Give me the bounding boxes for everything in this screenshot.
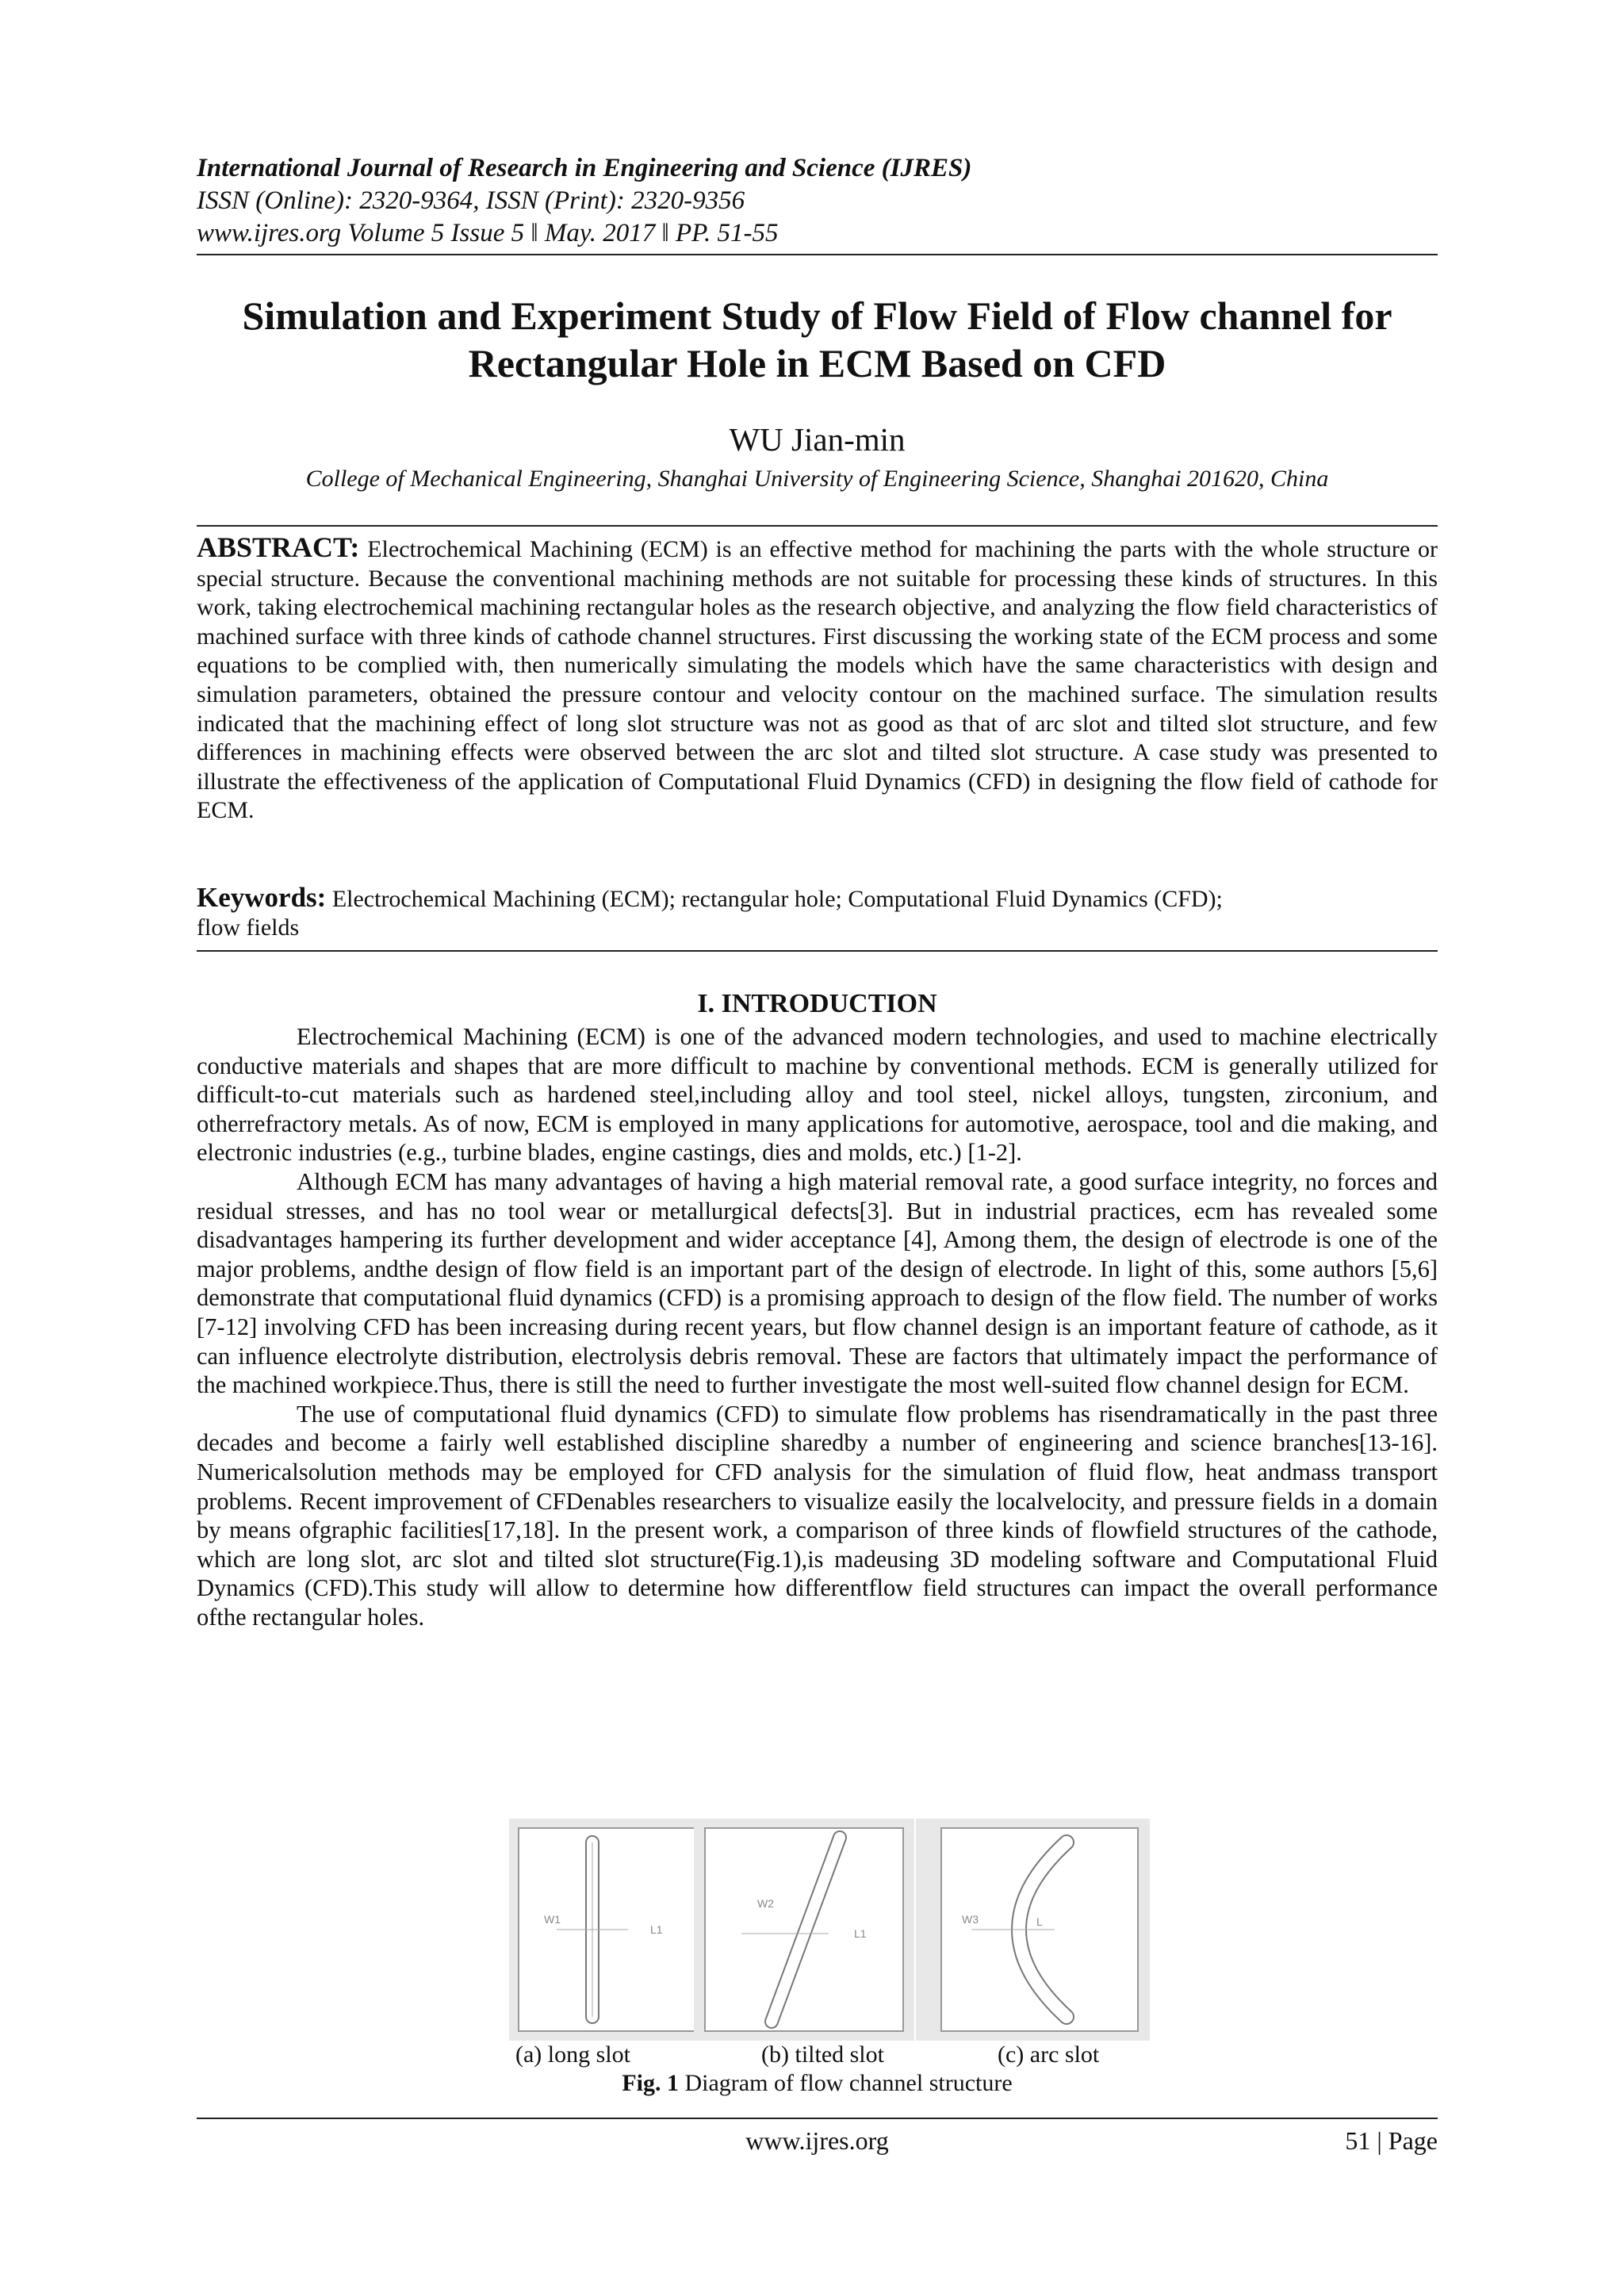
figure-panel-tilted-slot <box>694 1819 914 2041</box>
footer-page-number: 51 | Page <box>1345 2126 1438 2155</box>
abstract-text: Electrochemical Machining (ECM) is an effective method for machining the parts with the whole structure or special structure. Because the conventional machining methods are not suitable for processing these kinds of structures. In this work, taking electrochemical machining rectangular holes as the research objective, and analyzing the flow field characteristics of machined surface with three kinds of cathode channel structures. First discussing the working state of the ECM process and some equations to be complied with, then numerically simulating the models which have the same characteristics with design and simulation parameters, obtained the pressure contour and velocity contour on the machined surface. The simulation results indicated that the machining effect of long slot structure was not as good as that of arc slot and tilted slot structure, and few differences in machining effects were observed between the arc slot and tilted slot structure. A case study was presented to illustrate the effectiveness of the application of Computational Fluid Dynamics (CFD) in designing the flow field of cathode for ECM. <box>197 536 1438 824</box>
intro-paragraph: The use of computational fluid dynamics (CFD) to simulate flow problems has risendramatically in the past three decades and become a fairly well established discipline sharedby a number of engineering and science branches[13-16]. Numericalsolution methods may be employed for CFD analysis for the simulation of fluid flow, heat andmass transport problems. Recent improvement of CFDenables researchers to visualize easily the localvelocity, and pressure fields in a domain by means ofgraphic facilities[17,18]. In the present work, a comparison of three kinds of flowfield structures of the cathode, which are long slot, arc slot and tilted slot structure(Fig.1),is madeusing 3D modeling software and Computational Fluid Dynamics (CFD).This study will allow to determine how differentflow field structures can impact the overall performance ofthe rectangular holes. <box>197 1400 1438 1631</box>
footer-rule <box>197 2118 1438 2119</box>
paper-author: WU Jian-min <box>729 421 906 458</box>
intro-paragraph: Although ECM has many advantages of having a high material removal rate, a good surface integrity, no forces and residual stresses, and has no tool wear or metallurgical defects[3]. But in industrial practices, ecm has revealed some disadvantages hampering its further development and wider acceptance [4], Among them, the design of electrode is one of the major problems, andthe design of flow field is an important part of the design of electrode. In light of this, some authors [5,6] demonstrate that computational fluid dynamics (CFD) is a promising approach to design of the flow field. The number of works [7-12] involving CFD has been increasing during recent years, but flow channel design is an important feature of cathode, as it can influence electrolyte distribution, electrolysis debris removal. These are factors that ultimately impact the performance of the machined workpiece.Thus, there is still the need to further investigate the most well-suited flow channel design for ECM. <box>197 1167 1438 1399</box>
subcaption-long-slot: (a) long slot <box>515 2041 630 2068</box>
abstract-top-rule <box>197 525 1438 527</box>
figure-panel-arc-slot <box>916 1819 1150 2041</box>
label-l: L <box>1036 1915 1043 1928</box>
section-heading: I. INTRODUCTION <box>697 989 937 1018</box>
introduction-body <box>197 1022 1438 1631</box>
journal-name: International Journal of Research in Engineering and Science (IJRES) <box>197 154 972 182</box>
abstract <box>197 533 1438 826</box>
keywords-line2: flow fields <box>197 914 300 941</box>
header-rule <box>197 254 1438 255</box>
long-slot-diagram <box>509 1819 709 2041</box>
keywords-label: Keywords: <box>197 882 327 913</box>
keywords <box>197 884 1438 942</box>
tilted-slot-diagram <box>694 1819 914 2041</box>
label-w1: W1 <box>544 1913 561 1926</box>
subcaption-tilted-slot: (b) tilted slot <box>761 2041 884 2068</box>
abstract-bottom-rule <box>197 950 1438 952</box>
journal-issn: ISSN (Online): 2320-9364, ISSN (Print): 2320-9356 <box>197 186 745 215</box>
journal-volume: www.ijres.org Volume 5 Issue 5 ǁ May. 2017 ǁ PP. 51-55 <box>197 219 779 247</box>
label-l1: L1 <box>650 1923 663 1936</box>
abstract-label: ABSTRACT: <box>197 531 360 563</box>
figure-caption <box>197 2069 1438 2098</box>
paper-affiliation: College of Mechanical Engineering, Shanghai University of Engineering Science, Shanghai 201620, China <box>305 466 1329 492</box>
keywords-line1: Electrochemical Machining (ECM); rectangular hole; Computational Fluid Dynamics (CFD); <box>331 886 1223 912</box>
arc-slot-diagram <box>916 1819 1150 2041</box>
label-l1-b: L1 <box>854 1927 867 1940</box>
figure-caption-text: Diagram of flow channel structure <box>684 2070 1013 2096</box>
subcaption-arc-slot: (c) arc slot <box>998 2041 1100 2068</box>
journal-header <box>197 152 1438 250</box>
intro-paragraph: Electrochemical Machining (ECM) is one of the advanced modern technologies, and used to machine electrically conductive materials and shapes that are more difficult to machine by conventional methods. ECM is generally utilized for difficult-to-cut materials such as hardened steel,including alloy and tool steel, nickel alloys, tungsten, zirconium, and otherrefractory metals. As of now, ECM is employed in many applications for automotive, aerospace, tool and die making, and electronic industries (e.g., turbine blades, engine castings, dies and molds, etc.) [1-2]. <box>197 1023 1438 1167</box>
label-w3: W3 <box>962 1913 979 1926</box>
paper-title: Simulation and Experiment Study of Flow Field of Flow channel for Rectangular Hole in ECM Based on CFD <box>242 293 1392 385</box>
label-w2: W2 <box>757 1897 774 1910</box>
figure-panel-long-slot <box>509 1819 709 2041</box>
figure-caption-label: Fig. 1 <box>622 2070 679 2096</box>
footer-url: www.ijres.org <box>745 2126 889 2155</box>
